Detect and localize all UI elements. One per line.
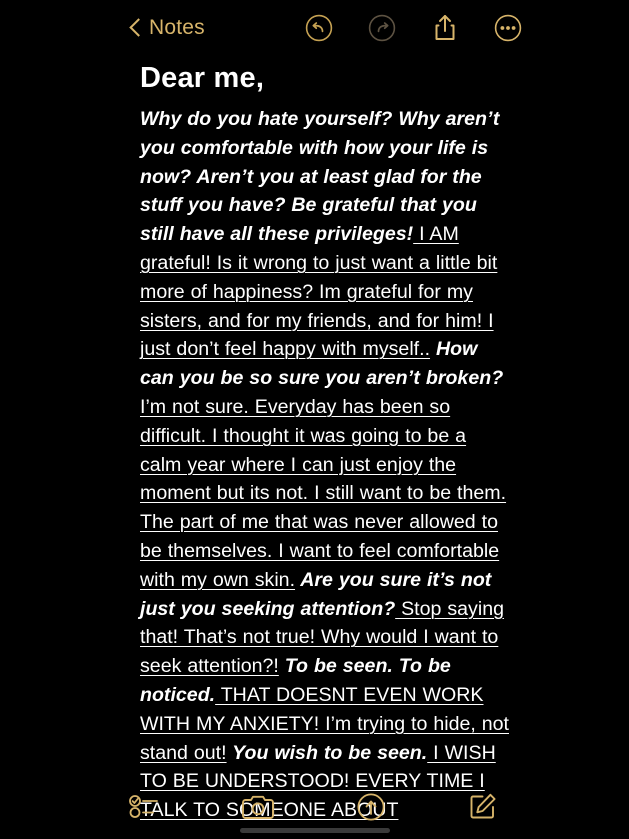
back-to-notes-button[interactable] [128,16,205,40]
note-segment-question: How can you be so sure you aren’t broken? [140,338,504,390]
note-body[interactable] [140,105,512,825]
note-segment-question: Why do you hate yourself? Why aren’t you comfortable with how your life is now? Aren’t you at least glad for the stuff you have? Be grateful that you still have all these privileges! [140,108,500,246]
note-segment-answer: I WISH TO BE UNDERSTOOD! EVERY TIME I TALK TO SOMEONE ABOUT [140,741,496,822]
note-segment-answer: I’m not sure. Everyday has been so difficult. I thought it was going to be a calm year where I can just enjoy the moment but its not. I still want to be them. The part of me that was never allowed to be themselves. I want to feel comfortable with my own skin. [140,395,507,591]
note-segment-question: You wish to be seen. [226,741,428,764]
navigation-bar [0,0,629,56]
note-content[interactable] [0,62,629,825]
note-segment-answer: Stop saying that! That’s not true! Why would I want to seek attention?! [140,597,505,678]
redo-circle-icon[interactable] [367,13,397,43]
checklist-icon[interactable] [128,789,164,825]
undo-circle-icon[interactable] [304,13,334,43]
share-icon[interactable] [430,13,460,43]
chevron-left-icon [128,17,142,39]
note-segment-question: To be seen. To be noticed. [140,655,451,706]
back-button-label: Notes [149,16,205,39]
bottom-toolbar [0,775,629,839]
note-segment-answer: I AM grateful! Is it wrong to just want a little bit more of happiness? Im grateful for my sisters, and for my friends, and for him! I just don’t feel happy with myself.. [140,223,498,361]
navbar-actions [304,0,523,56]
note-title: Dear me, [140,62,265,94]
markup-pen-icon[interactable] [353,789,389,825]
compose-icon[interactable] [465,789,501,825]
camera-icon[interactable] [240,789,276,825]
more-ellipsis-icon[interactable] [493,13,523,43]
home-indicator [240,828,390,833]
note-segment-answer: THAT DOESNT EVEN WORK WITH MY ANXIETY! I’m trying to hide, not stand out! [140,683,509,764]
note-segment-question: Are you sure it’s not just you seeking attention? [140,568,492,620]
